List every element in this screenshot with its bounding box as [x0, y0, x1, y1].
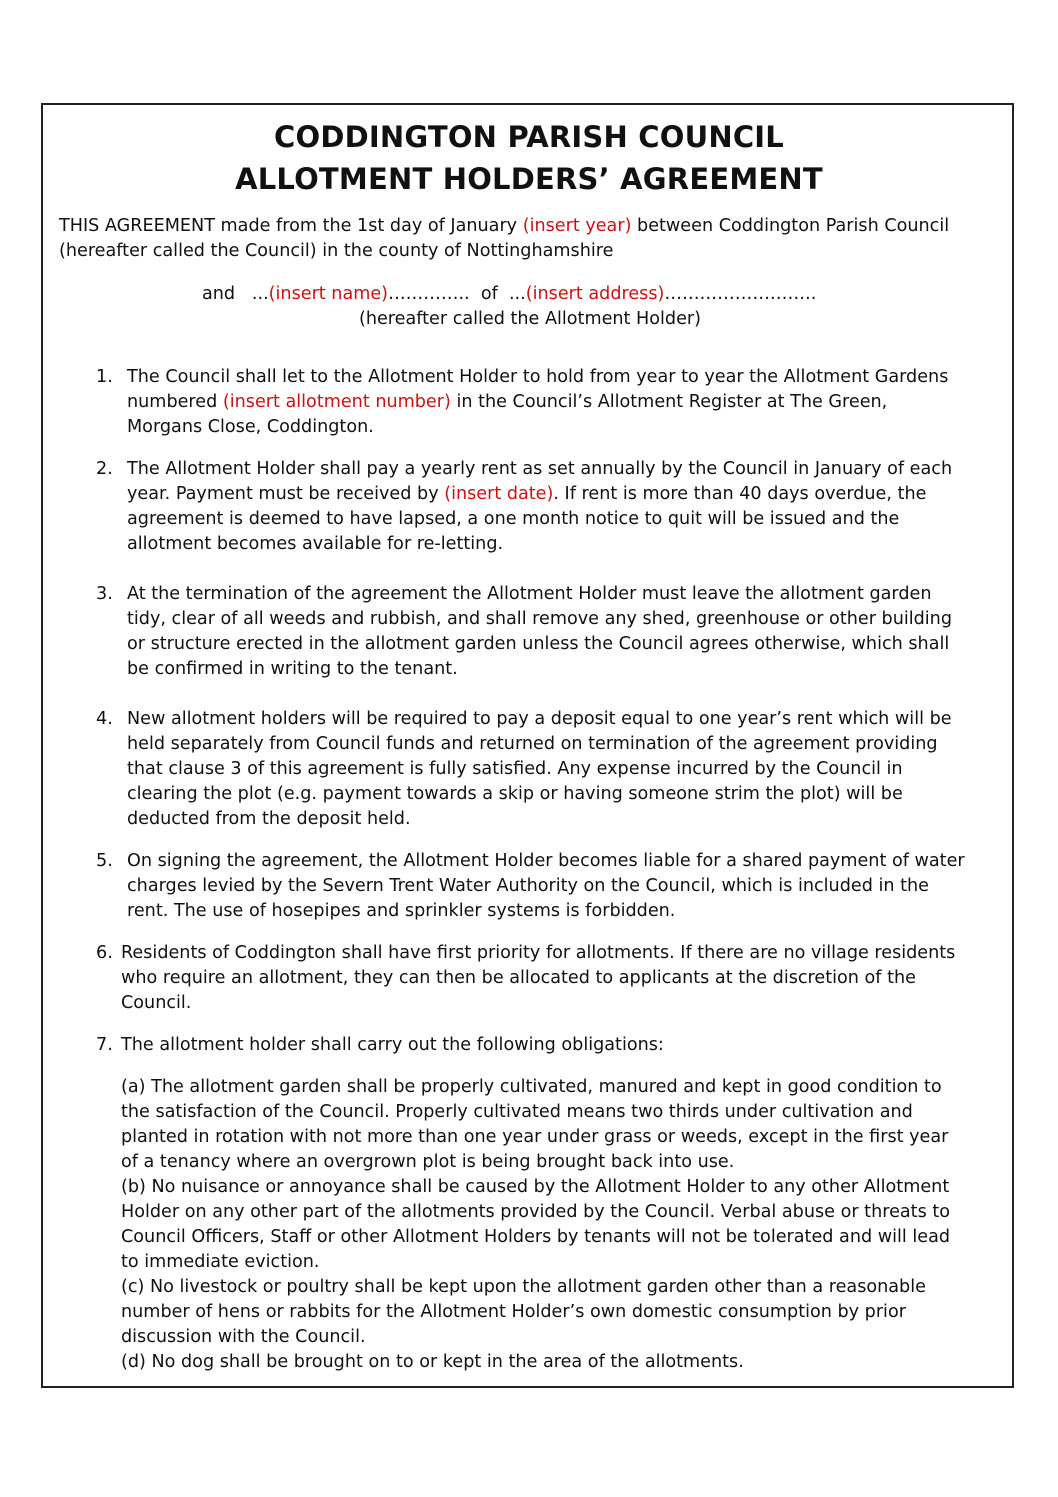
- insert-year-placeholder: (insert year): [522, 216, 632, 236]
- clause-4-line: New allotment holders will be required to pay a deposit equal to one year’s rent which will be: [127, 709, 952, 729]
- clause-4-line: that clause 3 of this agreement is fully satisfied. Any expense incurred by the Council in: [127, 759, 903, 779]
- clause-1-line: Morgans Close, Coddington.: [127, 417, 374, 437]
- parties-line: and ...(insert name)………….. of ...(insert address)……………………..: [202, 284, 817, 304]
- clause-7-line: The allotment holder shall carry out the following obligations:: [121, 1035, 664, 1055]
- clause-2-line: year. Payment must be received by (insert date). If rent is more than 40 days overdue, the: [127, 484, 927, 504]
- agreement-title: ALLOTMENT HOLDERS’ AGREEMENT: [235, 162, 823, 196]
- clause-1-number: 1.: [96, 367, 113, 387]
- clause-4-line: held separately from Council funds and returned on termination of the agreement providing: [127, 734, 938, 754]
- obligation-b-line: to immediate eviction.: [121, 1252, 320, 1272]
- clause-2-line: allotment becomes available for re-letting.: [127, 534, 504, 554]
- allotment-holder-note: (hereafter called the Allotment Holder): [358, 309, 702, 329]
- obligation-a-line: planted in rotation with not more than one year under grass or weeds, except in the first year: [121, 1127, 949, 1147]
- intro-line-1: THIS AGREEMENT made from the 1st day of January (insert year) between Coddington Parish Council: [59, 216, 950, 236]
- clause-2-line: agreement is deemed to have lapsed, a one month notice to quit will be issued and the: [127, 509, 900, 529]
- clause-7-number: 7.: [96, 1035, 113, 1055]
- obligation-d-line: (d) No dog shall be brought on to or kept in the area of the allotments.: [121, 1352, 744, 1372]
- clause-4-number: 4.: [96, 709, 113, 729]
- obligation-a-line: the satisfaction of the Council. Properly cultivated means two thirds under cultivation and: [121, 1102, 913, 1122]
- obligation-c-line: number of hens or rabbits for the Allotment Holder’s own domestic consumption by prior: [121, 1302, 906, 1322]
- obligation-a-line: of a tenancy where an overgrown plot is being brought back into use.: [121, 1152, 735, 1172]
- clause-4-line: clearing the plot (e.g. payment towards a skip or having someone strim the plot) will be: [127, 784, 903, 804]
- insert-name-placeholder: (insert name): [268, 284, 389, 304]
- clause-3-line: tidy, clear of all weeds and rubbish, and shall remove any shed, greenhouse or other building: [127, 609, 952, 629]
- clause-1-line: numbered (insert allotment number) in the Council’s Allotment Register at The Green,: [127, 392, 888, 412]
- insert-date-placeholder: (insert date): [444, 484, 554, 504]
- clause-3-number: 3.: [96, 584, 113, 604]
- clause-5-number: 5.: [96, 851, 113, 871]
- clause-5-line: On signing the agreement, the Allotment Holder becomes liable for a shared payment of water: [127, 851, 965, 871]
- insert-allotment-number-placeholder: (insert allotment number): [222, 392, 451, 412]
- clause-5-line: rent. The use of hosepipes and sprinkler systems is forbidden.: [127, 901, 676, 921]
- clause-3-line: be confirmed in writing to the tenant.: [127, 659, 458, 679]
- clause-2-number: 2.: [96, 459, 113, 479]
- obligation-c-line: (c) No livestock or poultry shall be kept upon the allotment garden other than a reasonable: [121, 1277, 926, 1297]
- obligation-a-line: (a) The allotment garden shall be properly cultivated, manured and kept in good condition to: [121, 1077, 942, 1097]
- insert-address-placeholder: (insert address): [525, 284, 665, 304]
- clause-1-line: The Council shall let to the Allotment Holder to hold from year to year the Allotment Gardens: [127, 367, 949, 387]
- obligation-b-line: Holder on any other part of the allotments provided by the Council. Verbal abuse or threats to: [121, 1202, 950, 1222]
- obligation-b-line: Council Officers, Staff or other Allotment Holders by tenants will not be tolerated and will lead: [121, 1227, 951, 1247]
- clause-6-line: Residents of Coddington shall have first priority for allotments. If there are no village residents: [121, 943, 956, 963]
- clause-2-line: The Allotment Holder shall pay a yearly rent as set annually by the Council in January of each: [127, 459, 953, 479]
- clause-6-line: Council.: [121, 993, 192, 1013]
- obligation-b-line: (b) No nuisance or annoyance shall be caused by the Allotment Holder to any other Allotment: [121, 1177, 950, 1197]
- council-title: CODDINGTON PARISH COUNCIL: [274, 120, 784, 154]
- clause-6-number: 6.: [96, 943, 113, 963]
- clause-6-line: who require an allotment, they can then be allocated to applicants at the discretion of the: [121, 968, 916, 988]
- clause-3-line: At the termination of the agreement the Allotment Holder must leave the allotment garden: [127, 584, 932, 604]
- clause-4-line: deducted from the deposit held.: [127, 809, 411, 829]
- obligation-c-line: discussion with the Council.: [121, 1327, 366, 1347]
- clause-5-line: charges levied by the Severn Trent Water Authority on the Council, which is included in the: [127, 876, 929, 896]
- clause-3-line: or structure erected in the allotment garden unless the Council agrees otherwise, which shall: [127, 634, 950, 654]
- intro-line-2: (hereafter called the Council) in the county of Nottinghamshire: [59, 241, 614, 261]
